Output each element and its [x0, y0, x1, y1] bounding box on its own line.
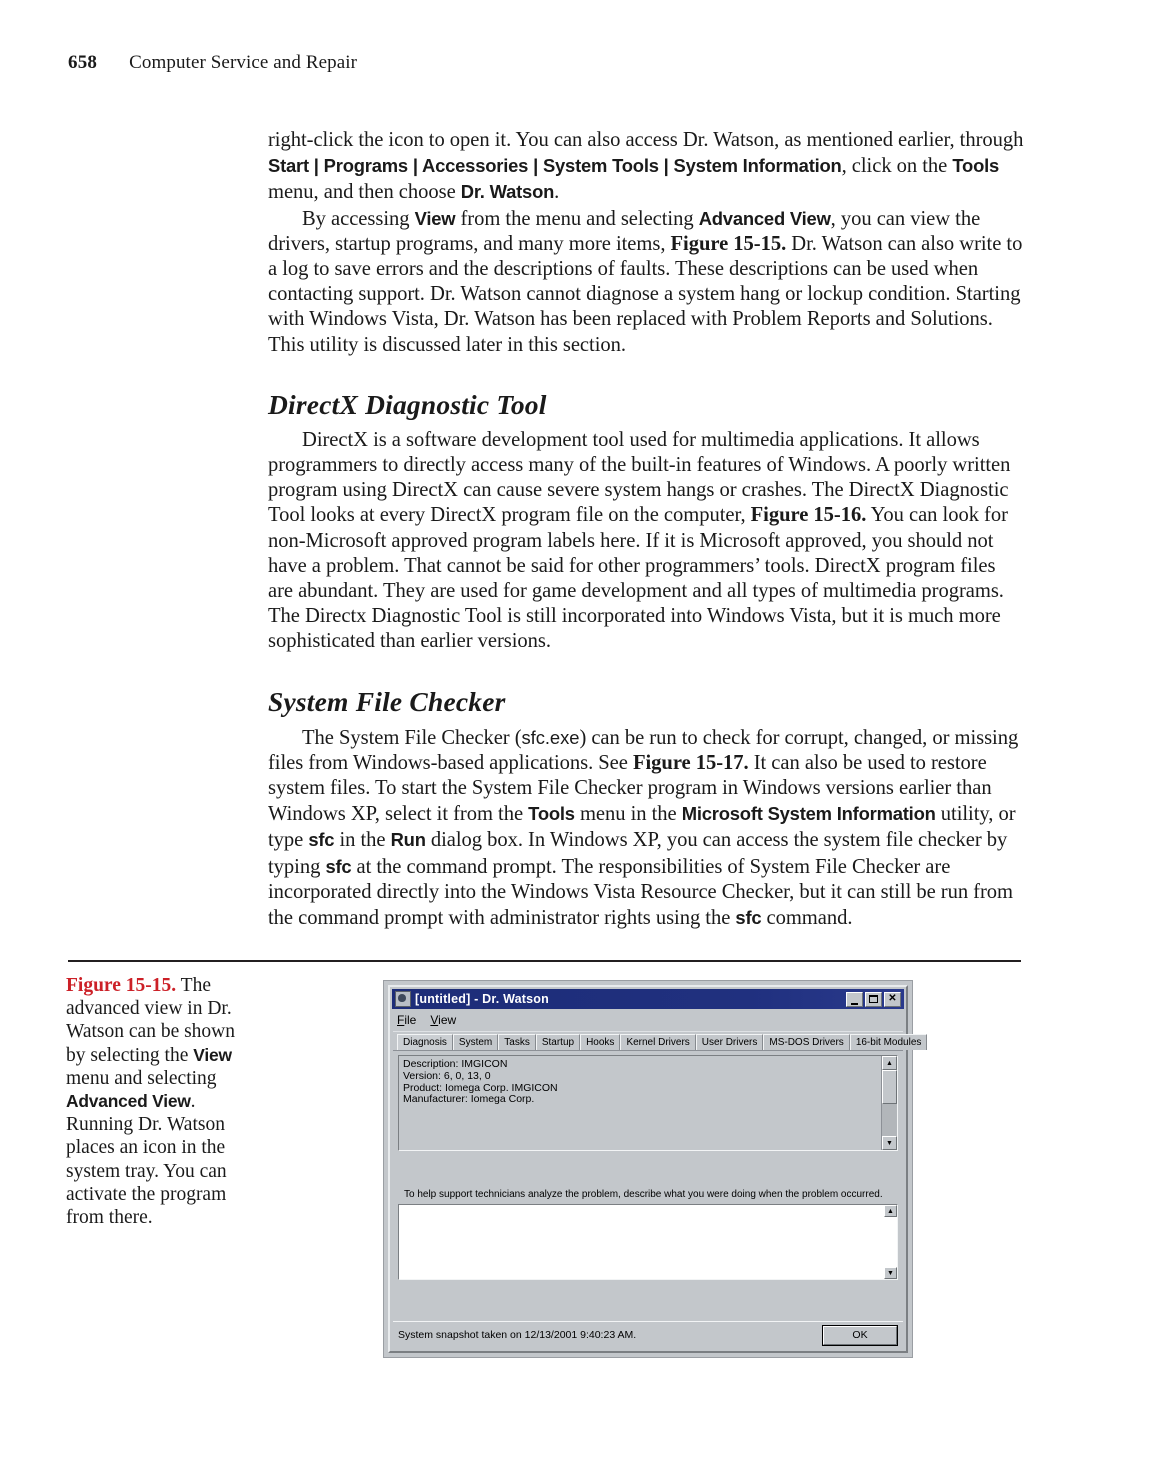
- tab-kernel-drivers[interactable]: Kernel Drivers: [620, 1034, 695, 1050]
- maximize-button[interactable]: [865, 992, 882, 1007]
- p2-view-menu: View: [414, 207, 456, 229]
- window-client-area: [393, 1031, 922, 1316]
- tab-system[interactable]: System: [453, 1034, 498, 1050]
- body-column: [268, 128, 1025, 931]
- tab-ms-dos-drivers[interactable]: MS-DOS Drivers: [763, 1034, 849, 1050]
- p4-run-dialog: Run: [390, 829, 426, 851]
- p2-text-g: Dr. Watson can also write to a log to save errors and the descriptions of faults. These descriptions can be used when contacting support. Dr. Watson cannot diagnose a system hang or lockup condition. Starting with Windows Vista, Dr. Watson has been replaced with Problem Reports and Solutions. This utility is discussed later in this section.: [268, 232, 1023, 356]
- scrollbar-thumb[interactable]: [882, 1070, 897, 1104]
- tab-user-drivers[interactable]: User Drivers: [696, 1034, 764, 1050]
- diagnosis-panel: [398, 1055, 898, 1312]
- caption-text-c: menu and selecting: [66, 1067, 217, 1089]
- p2-advanced-view: Advanced View: [698, 207, 831, 229]
- app-icon: [395, 991, 411, 1007]
- ok-button[interactable]: OK: [823, 1326, 897, 1345]
- p4-sfc-exe: sfc.exe: [521, 726, 580, 748]
- p1-menu-path: Start | Programs | Accessories | System Tools | System Information: [268, 155, 842, 177]
- p1-text-g: .: [554, 181, 560, 204]
- p4-text-i: utility, or type: [268, 803, 1016, 852]
- minimize-button[interactable]: [846, 992, 863, 1007]
- heading-directx-diagnostic-tool: DirectX Diagnostic Tool: [268, 388, 547, 420]
- caption-text-a: The advanced view in Dr. Watson can be shown by selecting the: [66, 975, 236, 1066]
- window-frame: [388, 985, 922, 1353]
- p4-tools-menu: Tools: [528, 803, 575, 825]
- p2-figure-ref: Figure 15-15.: [670, 232, 787, 255]
- paragraph-3: [268, 428, 1025, 655]
- p4-text-o: at the command prompt. The responsibilities of System File Checker are incorporated directly into the Windows Vista Resource Checker, but it can still be run from the command prompt with administrator rights using the: [268, 855, 1014, 930]
- tab-diagnosis[interactable]: Diagnosis: [397, 1034, 453, 1050]
- menu-item-file[interactable]: File: [397, 1013, 417, 1027]
- tab-hooks[interactable]: Hooks: [580, 1034, 620, 1050]
- p4-msinfo: Microsoft System Information: [681, 803, 936, 825]
- caption-view-menu: View: [193, 1044, 232, 1065]
- close-glyph: ✕: [888, 993, 897, 1004]
- p4-text-q: command.: [761, 907, 853, 930]
- window-titlebar[interactable]: [392, 989, 904, 1009]
- p4-sfc-1: sfc: [308, 829, 335, 851]
- menu-file-rest: ile: [404, 1013, 417, 1027]
- menu-item-view[interactable]: View: [430, 1013, 457, 1027]
- p4-sfc-3: sfc: [735, 907, 762, 929]
- scroll-up-icon[interactable]: ▲: [882, 1056, 897, 1070]
- tab-16-bit-modules[interactable]: 16-bit Modules: [850, 1034, 928, 1050]
- p4-text-g: menu in the: [574, 803, 682, 826]
- page-number: 658: [68, 52, 98, 73]
- details-vertical-scrollbar[interactable]: [881, 1056, 897, 1150]
- detail-product: Product: Iomega Corp. IMGICON: [403, 1081, 558, 1094]
- figure-caption: [66, 974, 248, 1229]
- p1-text-e: menu, and then choose: [268, 181, 461, 204]
- comment-scroll-up-icon[interactable]: ▲: [884, 1205, 897, 1217]
- running-head: [68, 52, 357, 74]
- comment-hint-label: To help support technicians analyze the problem, describe what you were doing when the problem occurred.: [404, 1189, 883, 1200]
- diagnosis-details-text: [399, 1056, 881, 1150]
- p4-text-a: The System File Checker (: [302, 726, 522, 749]
- dr-watson-window: [383, 980, 922, 1358]
- statusbar: [393, 1321, 903, 1348]
- p1-text-c: , click on the: [841, 155, 953, 178]
- paragraph-1: [268, 128, 1025, 206]
- comment-scroll-down-icon[interactable]: ▼: [884, 1267, 897, 1279]
- p4-sfc-2: sfc: [325, 855, 352, 877]
- menu-view-rest: iew: [438, 1013, 457, 1027]
- diagnosis-details-listbox[interactable]: [398, 1055, 898, 1151]
- p4-text-m: dialog box. In Windows XP, you can access the system file checker by typing: [268, 829, 1008, 878]
- p4-figure-ref: Figure 15-17.: [632, 751, 749, 774]
- paragraph-4: [268, 725, 1025, 932]
- p2-text-a: By accessing: [302, 207, 415, 230]
- snapshot-status-text: System snapshot taken on 12/13/2001 9:40:23 AM.: [398, 1329, 637, 1341]
- caption-text-e: . Running Dr. Watson places an icon in the system tray. You can activate the program from there.: [66, 1091, 227, 1229]
- detail-manufacturer: Manufacturer: Iomega Corp.: [403, 1093, 535, 1106]
- figure-number: Figure 15-15.: [66, 975, 177, 996]
- p2-text-e: , you can view the drivers, startup programs, and many more items,: [268, 207, 981, 255]
- book-title: Computer Service and Repair: [129, 52, 358, 73]
- window-title: [untitled] - Dr. Watson: [415, 992, 549, 1006]
- p3-text-c: You can look for non-Microsoft approved program labels here. If it is Microsoft approved, you should not have a problem. That cannot be said for other programmers’ tools. DirectX program files are abundant. They are used for game development and all types of multimedia programs. The Directx Diagnostic Tool is still incorporated into Windows Vista, but it is much more sophisticated than earlier versions.: [268, 504, 1008, 653]
- scrollbar-track[interactable]: [882, 1104, 897, 1136]
- detail-version: Version: 6, 0, 13, 0: [403, 1069, 491, 1082]
- p1-tools-menu: Tools: [952, 155, 1000, 177]
- p3-text-a: DirectX is a software development tool used for multimedia applications. It allows programmers to directly access many of the built-in features of Windows. A poorly written program using DirectX can cause severe system hangs or crashes. The DirectX Diagnostic Tool looks at every DirectX program file on the computer,: [268, 428, 1011, 527]
- p3-figure-ref: Figure 15-16.: [750, 504, 867, 527]
- paragraph-2: [268, 206, 1025, 358]
- caption-advanced-view: Advanced View: [66, 1091, 191, 1112]
- comment-text: [399, 1205, 884, 1279]
- p4-text-k: in the: [334, 829, 391, 852]
- window-controls: [846, 992, 901, 1007]
- p1-text-a: right-click the icon to open it. You can also access Dr. Watson, as mentioned earlier, through: [268, 129, 1024, 151]
- menubar: [390, 1009, 906, 1029]
- p4-text-e: It can also be used to restore system files. To start the System File Checker program in Windows versions earlier than Windows XP, select it from the: [268, 751, 992, 826]
- tab-startup[interactable]: Startup: [536, 1034, 580, 1050]
- detail-description: Description: IMGICON: [403, 1058, 508, 1070]
- p2-text-c: from the menu and selecting: [455, 207, 699, 230]
- tabstrip: [393, 1032, 922, 1051]
- scroll-down-icon[interactable]: ▼: [882, 1136, 897, 1150]
- heading-system-file-checker: System File Checker: [268, 685, 506, 717]
- comment-textarea[interactable]: [398, 1204, 898, 1280]
- comment-vertical-scrollbar[interactable]: [884, 1205, 897, 1279]
- close-icon[interactable]: [884, 992, 901, 1007]
- p1-dr-watson: Dr. Watson: [460, 181, 555, 203]
- figure-divider-rule: [68, 960, 1021, 962]
- p4-text-c: ) can be run to check for corrupt, changed, or missing files from Windows-based applications. See: [268, 726, 1019, 774]
- tab-tasks[interactable]: Tasks: [498, 1034, 536, 1050]
